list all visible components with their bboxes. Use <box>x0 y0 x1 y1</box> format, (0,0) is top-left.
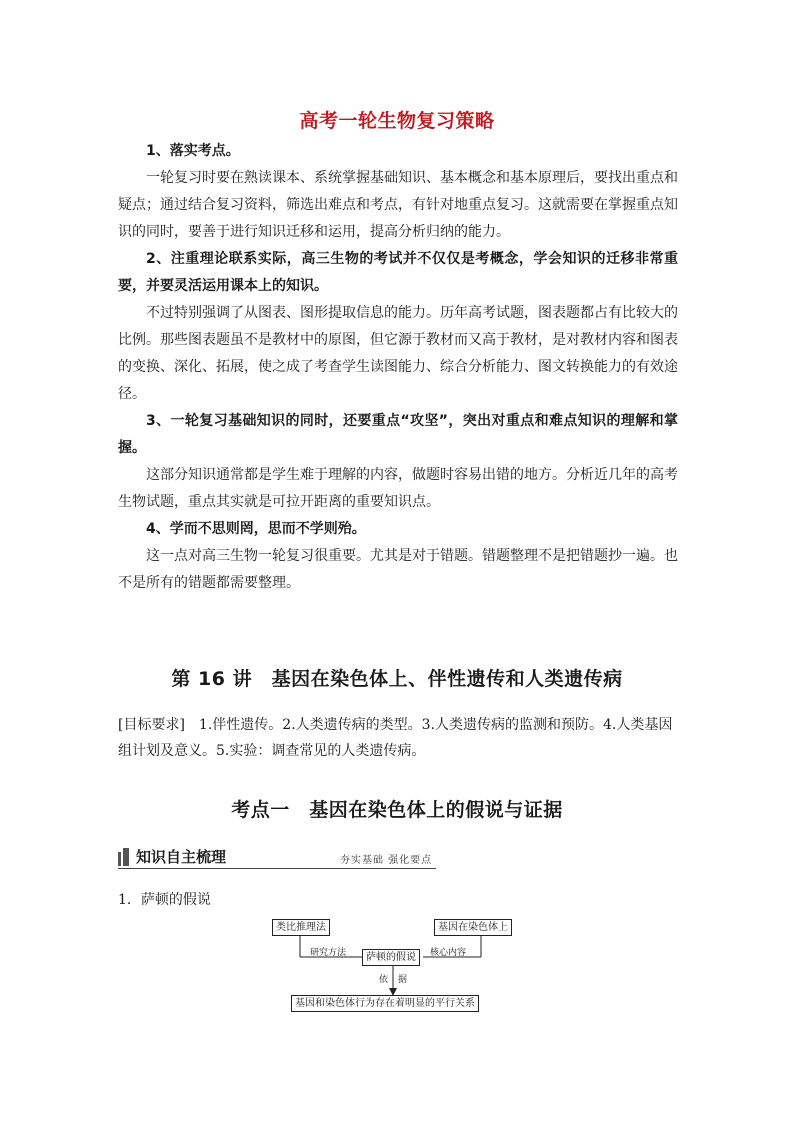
strategy-body-4: 这一点对高三生物一轮复习很重要。尤其是对于错题。错题整理不是把错题抄一遍。也不是所有的错题都需要整理。 <box>118 548 678 591</box>
lecture-title: 第 16 讲 基因在染色体上、伴性遗传和人类遗传病 <box>171 668 623 690</box>
section-title: 考点一 基因在染色体上的假说与证据 <box>231 799 563 821</box>
basis-label-2: 据 <box>398 975 408 985</box>
strategy-heading-1: 1、落实考点。 <box>146 143 240 159</box>
hypothesis-box: 萨顿的假说 <box>362 949 420 966</box>
sutton-hypothesis-diagram <box>260 915 530 1015</box>
strategy-heading-4: 4、学而不思则罔，思而不学则殆。 <box>146 521 366 537</box>
strategy-body-3: 这部分知识通常都是学生难于理解的内容，做题时容易出错的地方。分析近几年的高考生物试题，重点其实就是可拉开距离的重要知识点。 <box>118 467 678 510</box>
banner-subtitle: 夯实基础 强化要点 <box>340 855 433 866</box>
method-box: 类比推理法 <box>272 919 330 936</box>
subsection-heading: 1．萨顿的假说 <box>118 892 211 908</box>
strategy-section <box>118 138 678 597</box>
banner-rule <box>118 868 436 869</box>
goal-requirements: [目标要求] 1.伴性遗传。2.人类遗传病的类型。3.人类遗传病的监测和预防。4.人类基因组计划及意义。5.实验：调查常见的人类遗传病。 <box>118 717 673 759</box>
core-content-label: 核心内容 <box>430 948 467 958</box>
basis-box: 基因和染色体行为存在着明显的平行关系 <box>291 995 479 1012</box>
banner-label: 知识自主梳理 <box>136 848 227 866</box>
strategy-heading-2: 2、注重理论联系实际，高三生物的考试并不仅仅是考概念，学会知识的迁移非常重要，并要灵活运用课本上的知识。 <box>118 251 678 294</box>
bookmark-icon <box>118 848 130 866</box>
page-title: 高考一轮生物复习策略 <box>299 110 495 132</box>
method-label: 研究方法 <box>310 948 347 958</box>
core-content-box: 基因在染色体上 <box>434 919 512 936</box>
knowledge-banner <box>118 846 438 868</box>
strategy-body-2: 不过特别强调了从图表、图形提取信息的能力。历年高考试题，图表题都占有比较大的比例。那些图表题虽不是教材中的原图，但它源于教材而又高于教材，是对教材内容和图表的变换、深化、拓展，使之成了考查学生读图能力、综合分析能力、图文转换能力的有效途径。 <box>118 305 678 402</box>
basis-label-1: 依 <box>379 975 389 985</box>
strategy-heading-3: 3、一轮复习基础知识的同时，还要重点“攻坚”，突出对重点和难点知识的理解和掌握。 <box>118 413 678 456</box>
strategy-body-1: 一轮复习时要在熟读课本、系统掌握基础知识、基本概念和基本原理后，要找出重点和疑点；通过结合复习资料，筛选出难点和考点，有针对地重点复习。这就需要在掌握重点知识的同时，要善于进行知识迁移和运用，提高分析归纳的能力。 <box>118 170 678 240</box>
